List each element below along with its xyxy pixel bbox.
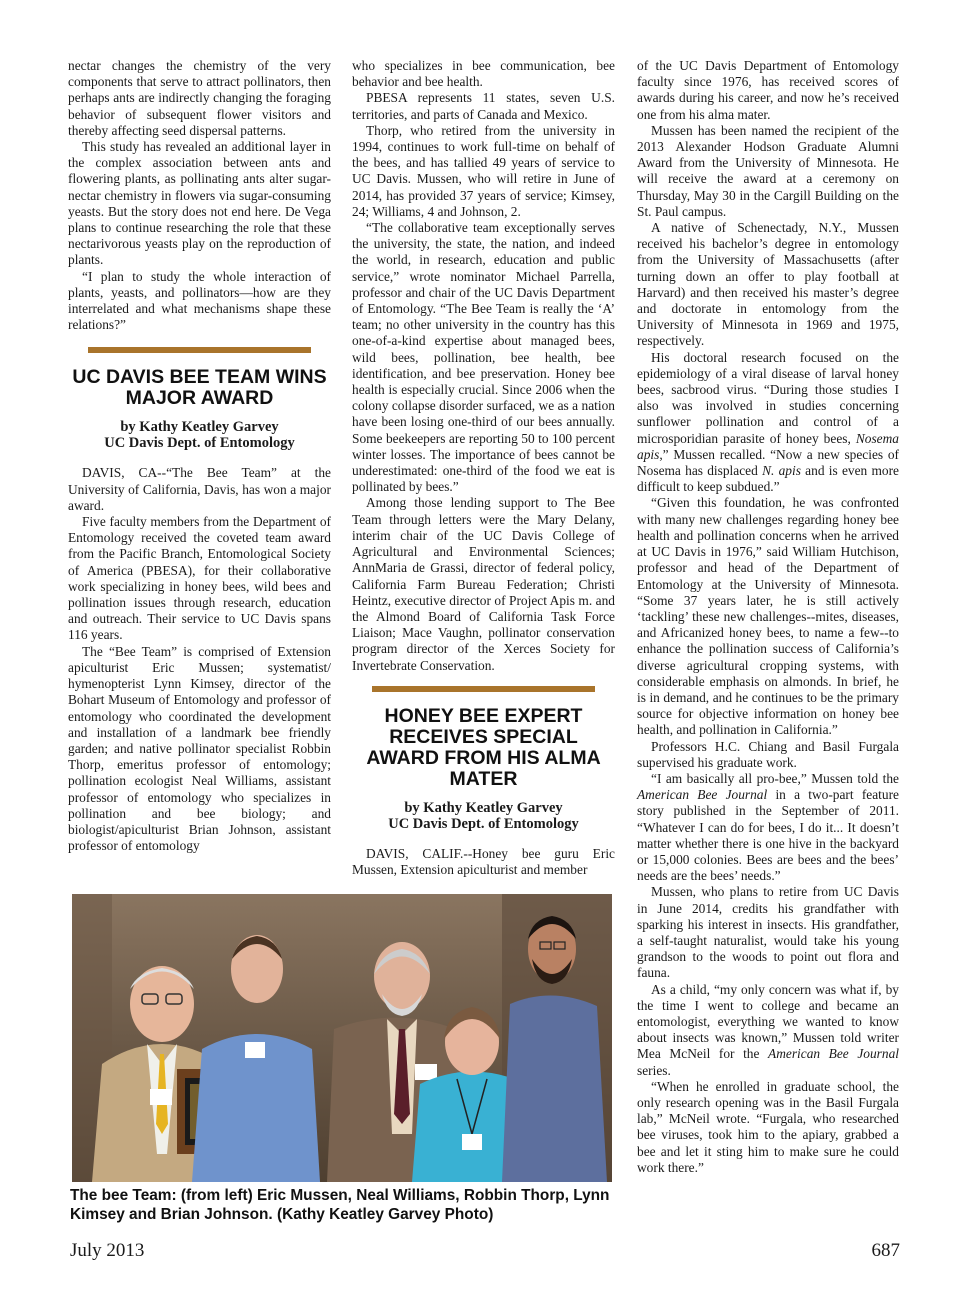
column-2 [352,58,615,878]
article-headline: UC DAVIS BEE TEAM WINS MAJOR AWARD [72,366,327,410]
body-paragraph: This study has revealed an additional layer in the complex association between ants and flowering plants, as pollinating ants alter sugar-nectar chemistry in flowers via sugar-consuming yeasts. But the story does not end here. De Vega plans to continue researching the role that these nectarivorous yeasts play on the reproduction of plants. [68,139,331,268]
text-run: His doctoral research focused on the epidemiology of a viral disease of larval honey bees, sacbrood virus. “During those studies I also was involved in studies concerning sunflower pollination and control of a microsporidian parasite of honey bees, [637,349,899,446]
italic-term: Nosema apis [637,430,899,462]
text-run: and is even more difficult to keep subdued.” [637,463,899,495]
body-paragraph: Five faculty members from the Department of Entomology received the coveted team award from the Pacific Branch, Entomological Society of America (PBESA), for their collaborative work specializing in honey bees, wild bees and pollination issues through research, education and outreach. Their service to UC Davis spans 116 years. [68,514,331,643]
column-1 [68,58,331,854]
body-paragraph: “The collaborative team exceptionally serves the university, the state, the nation, and indeed the world, in research, education and public service,” wrote nominator Michael Parrella, professor and chair of the UC Davis Department of Entomology. “The Bee Team is really the ‘A’ team; no other university in the country has this one-of-a-kind expertise about managed bees, wild bees, pollination, bee health, bee identification, and bee preservation. Honey bee health is especially crucial. Since 2006 when the colony collapse disorder surfaced, we as a nation have been losing one-third of our bees annually. Some beekeepers are reporting 50 to 100 percent winter losses. The importance of bees cannot be underestimated: one-third of the food we eat is pollinated by bees.” [352,220,615,495]
body-paragraph: Among those lending support to The Bee Team through letters were the Mary Delany, interim chair of the UC Davis College of Agricultural and Environmental Sciences; AnnMaria de Grassi, director of federal policy, California Farm Bureau Federation; Christi Heintz, executive director of Project Apis m. and the Almond Board of California Task Force Liaison; Mace Vaughn, pollinator conservation program director of the Xerces Society for Invertebrate Conservation. [352,495,615,673]
byline-author: by Kathy Keatley Garvey [404,799,563,816]
body-paragraph [637,771,899,884]
byline-affiliation: UC Davis Dept. of Entomology [104,435,295,452]
page-number: 687 [871,1240,900,1261]
italic-term: N. apis [762,463,801,479]
body-paragraph: DAVIS, CA--“The Bee Team” at the University of California, Davis, has won a major award. [68,465,331,513]
article-byline [352,800,615,832]
body-paragraph: Mussen, who plans to retire from UC Davis in June 2014, credits his grandfather with sparking his interest in insects. His grandfather, a self-taught naturalist, would take his young grandson to the woods to point out flora and fauna. [637,884,899,981]
body-paragraph: of the UC Davis Department of Entomology faculty since 1976, has received scores of awards during his career, and now he’s received one from his alma mater. [637,58,899,122]
article-headline: HONEY BEE EXPERT RECEIVES SPECIAL AWARD FROM HIS ALMA MATER [366,704,601,790]
body-paragraph: DAVIS, CALIF.--Honey bee guru Eric Mussen, Extension apiculturist and member [352,845,615,877]
text-run: As a child, “my only concern was what if, by the time I went to college and became an entomologist, everything we wanted to know about insects was known,” Mussen told writer Mea McNeil for the [637,981,899,1062]
text-run: series. [637,1062,671,1078]
text-run: “I am basically all pro-bee,” Mussen told the [651,770,899,786]
text-run: in a two-part feature story published in the September of 2011. “Whatever I can do for bees, I do it... It doesn’t matter whether there is one hive in the backyard or 15,000 colonies. Bees are bees and the bees’ needs are the bees’ needs.” [637,787,900,884]
column-3 [637,58,899,1176]
section-divider [372,686,595,692]
team-photo [72,894,612,1182]
byline-affiliation: UC Davis Dept. of Entomology [388,815,579,832]
italic-title: American Bee Journal [637,787,768,803]
body-paragraph: Thorp, who retired from the university in 1994, continues to work full-time on behalf of the bees, and has tallied 49 years of service to UC Davis. Mussen, who will retire in June of 2014, has provided 37 years of service; Kimsey, 24; Williams, 4 and Johnson, 2. [352,122,615,219]
body-paragraph: PBESA represents 11 states, seven U.S. territories, and parts of Canada and Mexico. [352,90,615,122]
body-paragraph: Professors H.C. Chiang and Basil Furgala supervised his graduate work. [637,738,899,770]
team-photo-illustration [72,894,612,1182]
body-paragraph: Mussen has been named the recipient of the 2013 Alexander Hodson Graduate Alumni Award from the University of Minnesota. He will receive the award at a ceremony on Thursday, May 30 in the Cargill Building on the St. Paul campus. [637,122,899,219]
body-paragraph: The “Bee Team” is comprised of Extension apiculturist Eric Mussen; systematist/ hymenopterist Lynn Kimsey, director of the Bohart Museum of Entomology and professor of entomology who coordinated the development and installation of a landmark bee friendly garden; and native pollinator specialist Robbin Thorp, emeritus professor of entomology; pollination ecologist Neal Williams, assistant professor of entomology who specializes in pollination and bee biology; and biologist/apiculturist Brian Johnson, assistant professor of entomology [68,643,331,854]
body-paragraph: nectar changes the chemistry of the very components that serve to attract pollinators, then perhaps ants are indirectly changing the foraging behavior of subsequent flower visitors and thereby affecting seed dispersal patterns. [68,58,331,138]
body-paragraph [637,350,899,496]
body-paragraph [637,982,899,1079]
article-byline [68,419,331,451]
section-divider [88,347,311,353]
body-paragraph: “When he enrolled in graduate school, the only research opening was in the Basil Furgala lab,” McNeil wrote. “Furgala, who researched bee viruses, took him to the apiary, grabbed a bee and let it sting him to make sure he could work there.” [637,1078,899,1175]
body-paragraph: who specializes in bee communication, bee behavior and bee health. [352,58,615,90]
body-paragraph: “I plan to study the whole interaction of plants, yeasts, and pollinators—how are they interrelated and what mechanisms shape these relations?” [68,268,331,333]
photo-caption: The bee Team: (from left) Eric Mussen, Neal Williams, Robbin Thorp, Lynn Kimsey and Brian Johnson. (Kathy Keatley Garvey Photo) [70,1187,610,1223]
text-run: ,” Mussen recalled. “Now a new species of Nosema has displaced [637,446,899,479]
issue-date: July 2013 [70,1240,145,1261]
byline-author: by Kathy Keatley Garvey [120,419,279,436]
body-paragraph: “Given this foundation, he was confronted with many new challenges regarding honey bee health and pollination concerns when he arrived at UC Davis in 1976,” said William Hutchison, professor and head of the Department of Entomology at the University of Minnesota. “Some 37 years later, he is still actively ‘tackling’ these new challenges--mites, diseases, and Africanized honey bees, to name a few--to enhance the pollination success of California’s diverse agricultural cropping systems, with considerable emphasis on almonds. In brief, he is in demand, and he continues to be the primary source for objective information on honey bee health, and pollination in California.” [637,495,899,738]
italic-title: American Bee Journal [768,1046,899,1062]
body-paragraph: A native of Schenectady, N.Y., Mussen received his bachelor’s degree in entomology from the University of Massachusetts (after turning down an offer to play football at Harvard) and then received his master’s degree and doctorate in entomology from the University of Minnesota in 1969 and 1975, respectively. [637,220,899,349]
